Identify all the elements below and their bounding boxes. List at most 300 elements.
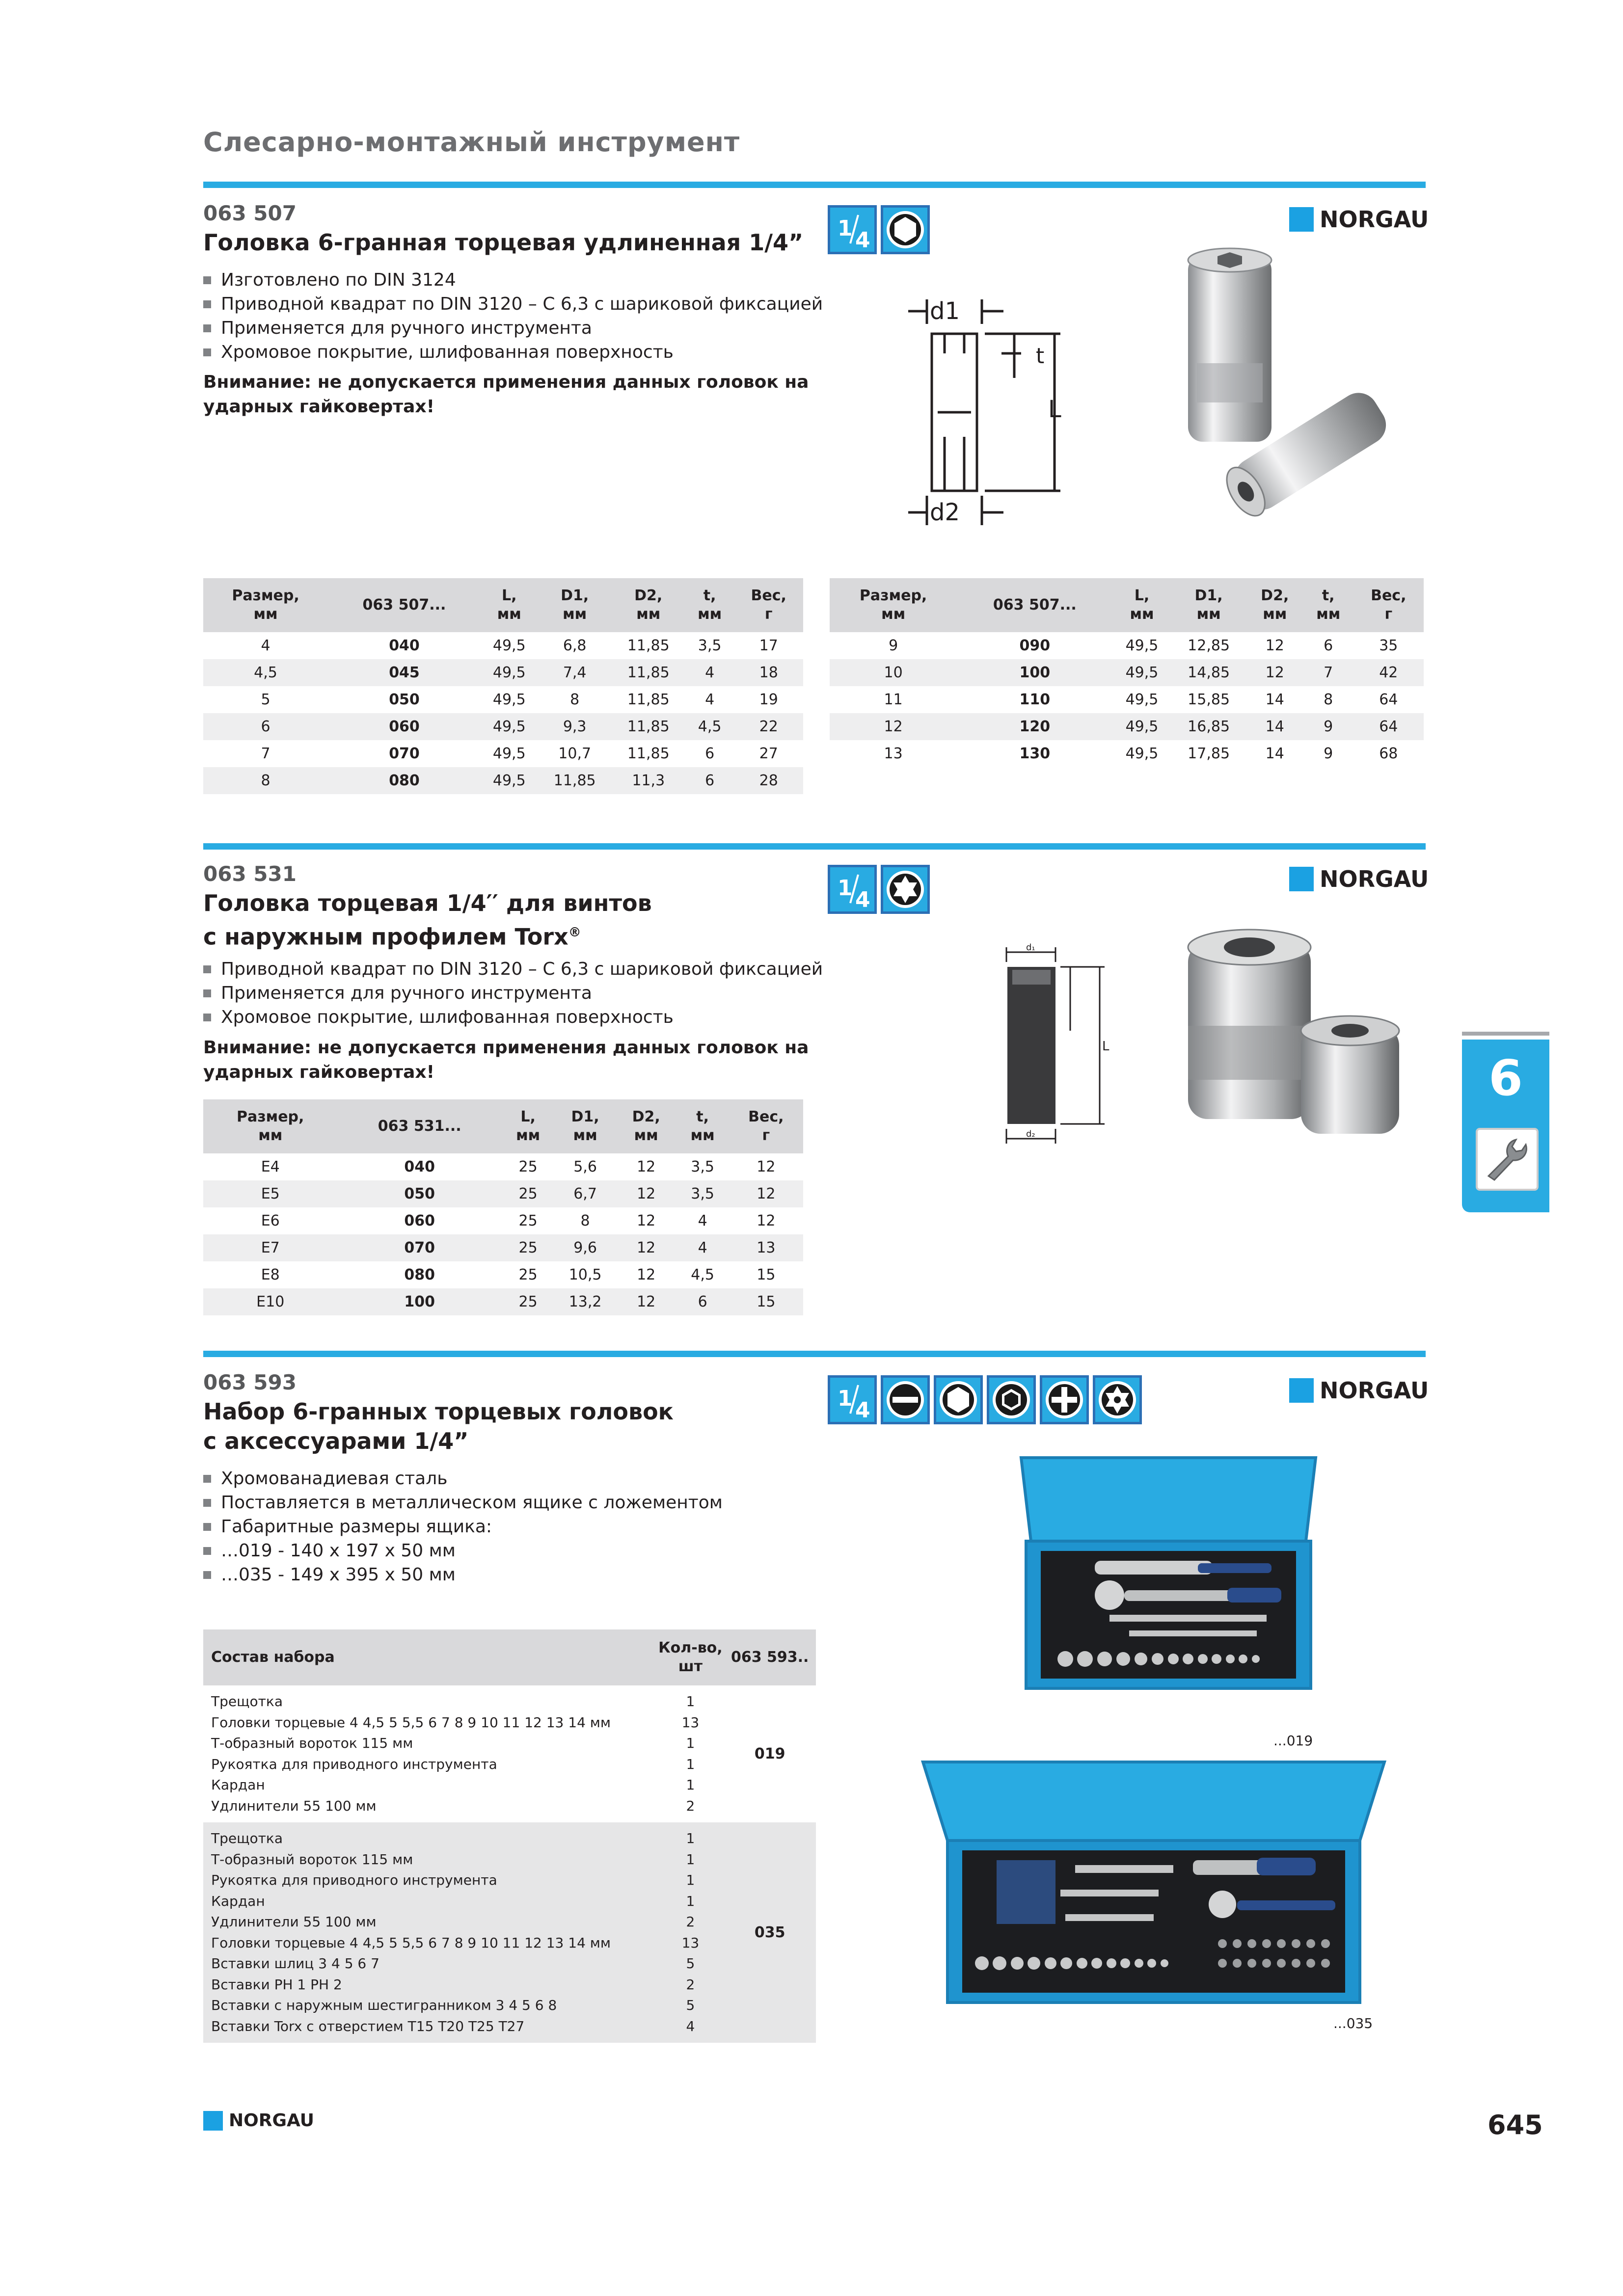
svg-text:4: 4 (855, 887, 870, 911)
table-cell: 64 (1353, 713, 1424, 740)
product-title (203, 888, 652, 951)
table-cell: 14 (1265, 745, 1284, 762)
table-cell: 49,5 (481, 659, 538, 686)
table-cell: 10 (830, 659, 957, 686)
table-cell: 64 (1379, 691, 1398, 708)
table-cell: 11,85 (627, 691, 670, 708)
column-header (657, 1629, 724, 1685)
feature-item: Применяется для ручного инструмента (203, 316, 823, 340)
feature-icons (828, 1375, 1142, 1424)
column-header (538, 578, 612, 632)
table-cell: 15 (729, 1288, 803, 1315)
product-code: 063 531 (203, 862, 297, 886)
table-cell: 49,5 (1112, 659, 1171, 686)
kit-qty: 1 (686, 1851, 695, 1868)
kit-item: Кардан (211, 1777, 265, 1793)
table-cell: 100 (957, 659, 1112, 686)
header-line: Вес, (751, 587, 786, 604)
warning-line: Внимание: не допускается применения данных головок на (203, 1038, 809, 1058)
table-cell: 10,5 (568, 1266, 602, 1283)
header-line: мм (516, 1127, 541, 1144)
kit-item: Т-образный вороток 115 мм (211, 1735, 413, 1751)
column-header (676, 1099, 729, 1153)
header-line: Кол-во, (658, 1639, 723, 1656)
kit-qty: 2 (686, 1914, 695, 1930)
table-cell: 12 (757, 1158, 776, 1175)
table-cell: 6 (676, 1288, 729, 1315)
kit-qty: 2 (686, 1797, 695, 1814)
header-line: мм (634, 1127, 658, 1144)
table-cell: 110 (1019, 691, 1051, 708)
table-cell: 070 (337, 1234, 502, 1261)
title-line: с аксессуарами 1/4” (203, 1428, 469, 1454)
kit-item: Кардан (211, 1893, 265, 1909)
header-line: мм (636, 606, 661, 623)
kit-photo (1011, 1453, 1325, 1728)
kit-item: Вставки Torx с отверстием T15 T20 T25 T27 (211, 2018, 525, 2034)
table-cell: 080 (404, 1266, 435, 1283)
spec-table (203, 578, 803, 794)
table-row (203, 767, 803, 794)
table-row (203, 1153, 803, 1180)
torx-bit-icon (1093, 1375, 1142, 1424)
table-cell: 11,85 (612, 713, 685, 740)
table-cell: 28 (734, 767, 803, 794)
table-cell: 13 (729, 1234, 803, 1261)
table-cell: 49,5 (1112, 713, 1171, 740)
kit-item: Вставки PH 1 PH 2 (211, 1976, 342, 1993)
table-cell: 6,8 (563, 637, 587, 654)
phillips-bit-icon (1040, 1375, 1089, 1424)
table-cell: 9,3 (538, 713, 612, 740)
table-cell: 100 (337, 1288, 502, 1315)
header-line: мм (563, 606, 587, 623)
table-cell: 12 (757, 1212, 776, 1229)
table-cell: 9 (889, 637, 898, 654)
kit-item: Трещотка (211, 1830, 283, 1846)
table-cell: 9,6 (554, 1234, 616, 1261)
table-cell: 25 (518, 1266, 538, 1283)
brand-logo (1289, 1377, 1429, 1404)
table-cell: 12 (1265, 637, 1284, 654)
table-row (830, 740, 1424, 767)
table-cell: 49,5 (1125, 637, 1159, 654)
column-header (1353, 578, 1424, 632)
table-cell: 9 (1324, 745, 1333, 762)
label-d2: d2 (930, 499, 960, 526)
table-cell: 49,5 (1125, 745, 1159, 762)
header-line: мм (698, 606, 722, 623)
table-cell: E7 (203, 1234, 337, 1261)
kit-item: Вставки с наружным шестигранником 3 4 5 6 8 (211, 1997, 557, 2013)
table-cell: E5 (203, 1180, 337, 1207)
table-cell: 12 (637, 1212, 656, 1229)
kit-item: Т-образный вороток 115 мм (211, 1851, 413, 1868)
title-line: Головка торцевая 1/4′′ для винтов (203, 890, 652, 916)
table-cell: 4 (705, 691, 715, 708)
table-cell: 060 (404, 1212, 435, 1229)
header-line: 063 507... (362, 596, 446, 614)
kit-qty: 1 (686, 1756, 695, 1772)
table-cell: 17 (759, 637, 778, 654)
svg-text:1: 1 (838, 1386, 853, 1411)
table-cell: 49,5 (492, 637, 526, 654)
table-cell: 070 (389, 745, 420, 762)
table-cell: 12 (637, 1266, 656, 1283)
column-header (1112, 578, 1171, 632)
warning-note (203, 370, 809, 419)
column-header (203, 578, 328, 632)
svg-text:4: 4 (855, 228, 870, 251)
table-cell: 6 (705, 745, 715, 762)
header-line: мм (497, 606, 521, 623)
page-title: Слесарно-монтажный инструмент (203, 127, 740, 158)
table-cell: 4 (698, 1212, 707, 1229)
table-cell: 68 (1379, 745, 1398, 762)
label-d1: d1 (930, 297, 960, 325)
header-line: г (764, 606, 773, 623)
section-tab (1462, 1040, 1549, 1212)
feature-item: Поставляется в металлическом ящике с ложементом (203, 1491, 723, 1515)
table-cell: 12 (616, 1234, 676, 1261)
header-line: г (762, 1127, 770, 1144)
section-divider (203, 1351, 1426, 1357)
table-row (203, 1288, 803, 1315)
torx-socket-icon (881, 865, 930, 914)
header-line: мм (1196, 606, 1221, 623)
table-cell: 25 (502, 1288, 554, 1315)
feature-item: Габаритные размеры ящика: (203, 1515, 723, 1539)
table-cell: 13 (884, 745, 903, 762)
header-line: L, (520, 1108, 536, 1125)
feature-item: Применяется для ручного инструмента (203, 981, 823, 1005)
kit-row (203, 1685, 816, 1822)
registered-mark: ® (568, 925, 581, 940)
table-cell: 11 (884, 691, 903, 708)
svg-text:d₁: d₁ (1026, 942, 1035, 953)
table-cell: 11,85 (627, 745, 670, 762)
kit-qty: 1 (686, 1872, 695, 1888)
header-line: D1, (561, 587, 589, 604)
feature-list (203, 268, 823, 364)
header-line: D2, (1261, 587, 1289, 604)
table-cell: 045 (328, 659, 481, 686)
warning-note (203, 1036, 809, 1085)
column-header (481, 578, 538, 632)
slot-bit-icon (881, 1375, 930, 1424)
photo-caption: ...035 (1333, 2015, 1373, 2031)
table-cell: 25 (502, 1180, 554, 1207)
table-cell: 49,5 (492, 691, 526, 708)
table-cell: 49,5 (1125, 691, 1159, 708)
warning-line: ударных гайковертах! (203, 1062, 435, 1082)
table-cell: 050 (337, 1180, 502, 1207)
table-cell: 8 (570, 691, 580, 708)
table-row (203, 1234, 803, 1261)
product-title: Головка 6-гранная торцевая удлиненная 1/4” (203, 229, 804, 256)
header-line: г (1384, 606, 1393, 623)
table-cell: 3,5 (691, 1158, 714, 1175)
svg-text:1: 1 (838, 876, 853, 901)
header-line: мм (253, 606, 278, 623)
column-header (612, 578, 685, 632)
kit-qty: 4 (686, 2018, 695, 2034)
kit-qty: 13 (681, 1714, 700, 1731)
kit-qty: 1 (686, 1693, 695, 1709)
svg-text:d₂: d₂ (1026, 1129, 1035, 1139)
column-header (337, 1099, 502, 1153)
warning-line: Внимание: не допускается применения данных головок на (203, 372, 809, 392)
table-cell: 5 (261, 691, 270, 708)
table-row (203, 1207, 803, 1234)
table-cell: 5,6 (573, 1158, 597, 1175)
quarter-inch-drive-icon (828, 205, 877, 254)
header-line: Вес, (1371, 587, 1407, 604)
kit-qty: 13 (681, 1934, 700, 1951)
header-line: 063 531... (378, 1118, 461, 1135)
header-line: Вес, (748, 1108, 784, 1125)
header-line: мм (573, 1127, 597, 1144)
kit-item: Удлинители 55 100 мм (211, 1797, 377, 1814)
header-line: t, (1322, 587, 1335, 604)
footer-brand-logo (203, 2110, 314, 2131)
header-line: мм (258, 1127, 283, 1144)
feature-icons (828, 205, 930, 254)
feature-list (203, 957, 823, 1029)
kit-photo (918, 1757, 1389, 2032)
kit-code: 019 (754, 1745, 785, 1762)
title-line: Набор 6-гранных торцевых головок (203, 1398, 674, 1425)
feature-item: …019 - 140 x 197 x 50 мм (203, 1539, 723, 1563)
table-cell: 49,5 (481, 767, 538, 794)
table-cell: E4 (261, 1158, 280, 1175)
spec-table (830, 578, 1424, 767)
product-code: 063 507 (203, 201, 297, 225)
title-line: с наружным профилем Torx (203, 923, 568, 950)
feature-item: Приводной квадрат по DIN 3120 – C 6,3 с шариковой фиксацией (203, 292, 823, 316)
table-cell: 4,5 (685, 713, 734, 740)
table-cell: 040 (404, 1158, 435, 1175)
table-cell: 8 (580, 1212, 590, 1229)
label-l: L (1048, 396, 1061, 423)
hex-socket-icon (881, 205, 930, 254)
kit-item: Вставки шлиц 3 4 5 6 7 (211, 1955, 379, 1972)
feature-item: Хромовое покрытие, шлифованная поверхность (203, 340, 823, 364)
table-cell: 14 (1265, 691, 1284, 708)
header-line: L, (1134, 587, 1150, 604)
section-divider (203, 843, 1426, 850)
kit-qty: 1 (686, 1777, 695, 1793)
table-cell: 050 (389, 691, 420, 708)
table-cell: 090 (1019, 637, 1051, 654)
table-cell: 12 (616, 1180, 676, 1207)
table-cell: 27 (759, 745, 778, 762)
kit-qty: 5 (686, 1997, 695, 2013)
photo-caption: ...019 (1273, 1733, 1313, 1749)
spec-table (203, 1099, 803, 1315)
column-header (734, 578, 803, 632)
table-row (830, 632, 1424, 659)
svg-text:4: 4 (855, 1398, 870, 1421)
table-cell: 6,7 (554, 1180, 616, 1207)
feature-item: Изготовлено по DIN 3124 (203, 268, 823, 292)
header-line: t, (696, 1108, 709, 1125)
table-cell: 7 (261, 745, 270, 762)
feature-icons (828, 865, 930, 914)
table-cell: 11,85 (612, 659, 685, 686)
table-cell: 8 (203, 767, 328, 794)
label-t: t (1036, 344, 1045, 369)
table-cell: 7 (1303, 659, 1353, 686)
table-cell: E6 (261, 1212, 280, 1229)
table-cell: 3,5 (676, 1180, 729, 1207)
svg-text:L: L (1102, 1039, 1109, 1054)
column-header (830, 578, 957, 632)
column-header (502, 1099, 554, 1153)
table-cell: 49,5 (492, 745, 526, 762)
brand-logo (1289, 866, 1429, 892)
table-cell: 3,5 (698, 637, 722, 654)
table-cell: 9 (1303, 713, 1353, 740)
table-cell: 6 (685, 767, 734, 794)
table-cell: 11,85 (627, 637, 670, 654)
header-line: шт (678, 1658, 703, 1675)
table-row (830, 659, 1424, 686)
table-cell: 14 (1246, 713, 1303, 740)
header-line: t, (703, 587, 716, 604)
table-row (203, 686, 803, 713)
header-line: D1, (571, 1108, 599, 1125)
header-line: мм (1316, 606, 1341, 623)
feature-item: …035 - 149 x 395 x 50 мм (203, 1563, 723, 1587)
table-row (830, 686, 1424, 713)
header-line: D2, (632, 1108, 660, 1125)
table-row (203, 1180, 803, 1207)
column-header (1303, 578, 1353, 632)
header-line: Размер, (859, 587, 927, 604)
table-row (830, 713, 1424, 740)
column-header: Состав набора (203, 1629, 657, 1685)
column-header (616, 1099, 676, 1153)
column-header (1171, 578, 1246, 632)
table-cell: 13,2 (554, 1288, 616, 1315)
header-line: Размер, (237, 1108, 304, 1125)
table-cell: 22 (734, 713, 803, 740)
table-cell: 14,85 (1171, 659, 1246, 686)
feature-item: Хромованадиевая сталь (203, 1467, 723, 1491)
table-cell: 6 (1324, 637, 1333, 654)
column-header (957, 578, 1112, 632)
table-cell: 19 (759, 691, 778, 708)
kit-item: Головки торцевые 4 4,5 5 5,5 6 7 8 9 10 11 12 13 14 мм (211, 1714, 611, 1731)
table-cell: 49,5 (481, 713, 538, 740)
product-code: 063 593 (203, 1370, 297, 1394)
brand-name: NORGAU (1320, 1377, 1429, 1404)
kit-item: Трещотка (211, 1693, 283, 1709)
kit-qty: 1 (686, 1893, 695, 1909)
table-cell: 4 (261, 637, 270, 654)
header-line: мм (690, 1127, 715, 1144)
table-row (203, 632, 803, 659)
table-cell: 10,7 (558, 745, 592, 762)
table-cell: 42 (1353, 659, 1424, 686)
column-header (685, 578, 734, 632)
quarter-inch-drive-icon (828, 865, 877, 914)
table-cell: E8 (261, 1266, 280, 1283)
table-cell: 6 (203, 713, 328, 740)
table-cell: 15,85 (1188, 691, 1230, 708)
table-cell: 4,5 (691, 1266, 714, 1283)
warning-line: ударных гайковертах! (203, 397, 435, 417)
table-cell: 11,3 (612, 767, 685, 794)
table-cell: E10 (203, 1288, 337, 1315)
column-header (328, 578, 481, 632)
product-photo (1168, 245, 1394, 540)
header-line: 063 507... (993, 596, 1077, 614)
table-row (203, 659, 803, 686)
kit-item: Головки торцевые 4 4,5 5 5,5 6 7 8 9 10 11 12 13 14 мм (211, 1934, 611, 1951)
svg-text:1: 1 (838, 216, 853, 241)
header-line: D1, (1194, 587, 1223, 604)
kit-row (203, 1822, 816, 2043)
table-cell: 17,85 (1188, 745, 1230, 762)
table-cell: 12 (616, 1288, 676, 1315)
dimension-drawing (997, 942, 1114, 1148)
feature-item: Приводной квадрат по DIN 3120 – C 6,3 с шариковой фиксацией (203, 957, 823, 981)
page-number: 645 (1488, 2109, 1543, 2140)
feature-item: Хромовое покрытие, шлифованная поверхность (203, 1005, 823, 1029)
hex-bit-icon (987, 1375, 1036, 1424)
column-header (729, 1099, 803, 1153)
brand-name: NORGAU (1320, 206, 1429, 233)
table-cell: 7,4 (538, 659, 612, 686)
kit-item: Рукоятка для приводного инструмента (211, 1756, 497, 1772)
table-cell: 8 (1324, 691, 1333, 708)
table-cell: 130 (1019, 745, 1051, 762)
table-cell: 120 (957, 713, 1112, 740)
quarter-inch-drive-icon (828, 1375, 877, 1424)
section-number: 6 (1488, 1049, 1523, 1107)
brand-logo (1289, 206, 1429, 233)
table-cell: 12 (729, 1180, 803, 1207)
header-line: мм (881, 606, 906, 623)
table-cell: 4 (685, 659, 734, 686)
header-line: Размер, (232, 587, 299, 604)
table-row (203, 740, 803, 767)
table-cell: 12,85 (1188, 637, 1230, 654)
table-cell: 4 (676, 1234, 729, 1261)
table-row (203, 713, 803, 740)
feature-list (203, 1467, 723, 1587)
header-line: мм (1263, 606, 1287, 623)
table-cell: 11,85 (538, 767, 612, 794)
brand-name: NORGAU (1320, 866, 1429, 892)
table-cell: 060 (328, 713, 481, 740)
column-header (554, 1099, 616, 1153)
table-cell: 35 (1379, 637, 1398, 654)
section-divider (203, 182, 1426, 188)
kit-item: Удлинители 55 100 мм (211, 1914, 377, 1930)
kit-qty: 1 (686, 1830, 695, 1846)
header-line: D2, (634, 587, 663, 604)
header-line: мм (1130, 606, 1154, 623)
kit-qty: 1 (686, 1735, 695, 1751)
dimension-drawing (898, 290, 1080, 530)
table-cell: 25 (502, 1234, 554, 1261)
table-cell: 4,5 (203, 659, 328, 686)
table-cell: 16,85 (1171, 713, 1246, 740)
table-cell: 12 (637, 1158, 656, 1175)
